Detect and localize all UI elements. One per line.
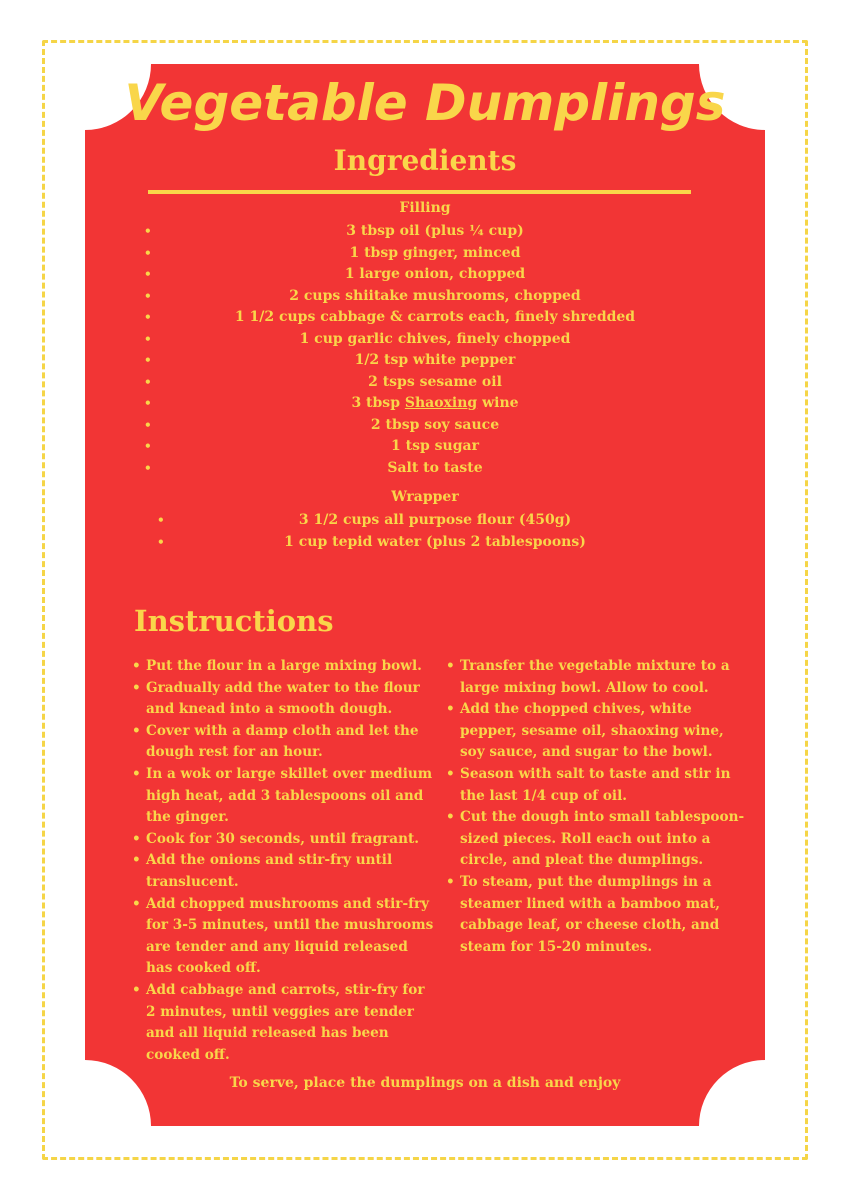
instruction-step: • Cut the dough into small tablespoon-sized pieces. Roll each out into a circle, and pleat the dumplings. xyxy=(446,807,746,872)
bullet-icon: • xyxy=(157,534,165,549)
filling-item: • 1 tbsp ginger, minced xyxy=(85,243,785,265)
bullet-icon: • xyxy=(144,288,152,303)
bullet-icon: • xyxy=(144,460,152,475)
filling-item: • 2 tbsp soy sauce xyxy=(85,415,785,437)
instructions-left-column xyxy=(132,656,437,1066)
instruction-step: • Cook for 30 seconds, until fragrant. xyxy=(132,829,437,851)
wrapper-item: • 3 1/2 cups all purpose flour (450g) xyxy=(85,510,785,532)
bullet-icon: • xyxy=(144,439,152,453)
instruction-step: • Add chopped mushrooms and stir-fry for 3-5 minutes, until the mushrooms are tender and any liquid released has cooked off. xyxy=(132,894,437,980)
bullet-icon: • xyxy=(157,513,165,527)
instruction-step: • Transfer the vegetable mixture to a large mixing bowl. Allow to cool. xyxy=(446,656,746,699)
filling-item: • 1 large onion, chopped xyxy=(85,264,785,286)
bullet-icon: • xyxy=(144,417,152,432)
bullet-icon: • xyxy=(144,396,152,410)
instruction-step: • Cover with a damp cloth and let the dough rest for an hour. xyxy=(132,721,437,764)
bullet-icon: • xyxy=(144,353,152,367)
filling-list xyxy=(85,221,785,479)
filling-item: • 3 tbsp Shaoxing wine xyxy=(85,393,785,415)
wrapper-label: Wrapper xyxy=(391,489,459,505)
filling-label: Filling xyxy=(399,200,451,216)
ingredients-heading: Ingredients xyxy=(333,144,517,177)
recipe-title: Vegetable Dumplings xyxy=(124,74,726,132)
filling-item: • 2 tsps sesame oil xyxy=(85,372,785,394)
bullet-icon: • xyxy=(144,224,152,238)
bullet-icon: • xyxy=(144,267,152,281)
wrapper-list xyxy=(85,510,785,553)
filling-item: • 1 cup garlic chives, finely chopped xyxy=(85,329,785,351)
filling-item: • 1/2 tsp white pepper xyxy=(85,350,785,372)
bullet-icon: • xyxy=(144,331,152,346)
instruction-step: • In a wok or large skillet over medium high heat, add 3 tablespoons oil and the ginger. xyxy=(132,764,437,829)
instruction-step: • Gradually add the water to the flour and knead into a smooth dough. xyxy=(132,678,437,721)
wrapper-item: • 1 cup tepid water (plus 2 tablespoons) xyxy=(85,532,785,554)
filling-item: • 1 tsp sugar xyxy=(85,436,785,458)
shaoxing-link[interactable]: Shaoxing xyxy=(404,395,478,411)
instruction-step: • Add the onions and stir-fry until translucent. xyxy=(132,850,437,893)
filling-item: • 1 1/2 cups cabbage & carrots each, finely shredded xyxy=(85,307,785,329)
bullet-icon: • xyxy=(144,310,152,324)
instructions-right-column xyxy=(446,656,746,958)
bullet-icon: • xyxy=(144,245,152,260)
instruction-step: • To steam, put the dumplings in a steamer lined with a bamboo mat, cabbage leaf, or cheese cloth, and steam for 15-20 minutes. xyxy=(446,872,746,958)
recipe-card xyxy=(85,64,765,1126)
filling-item: • Salt to taste xyxy=(85,458,785,480)
heading-underline xyxy=(148,190,691,194)
instruction-step: • Add cabbage and carrots, stir-fry for 2 minutes, until veggies are tender and all liquid released has been cooked off. xyxy=(132,980,437,1066)
filling-item: • 3 tbsp oil (plus ¼ cup) xyxy=(85,221,785,243)
filling-item: • 2 cups shiitake mushrooms, chopped xyxy=(85,286,785,308)
instructions-heading: Instructions xyxy=(134,604,334,638)
instruction-step: • Add the chopped chives, white pepper, sesame oil, shaoxing wine, soy sauce, and sugar to the bowl. xyxy=(446,699,746,764)
instruction-step: • Put the flour in a large mixing bowl. xyxy=(132,656,437,678)
serving-note: To serve, place the dumplings on a dish and enjoy xyxy=(229,1075,621,1091)
bullet-icon: • xyxy=(144,374,152,389)
instruction-step: • Season with salt to taste and stir in the last 1/4 cup of oil. xyxy=(446,764,746,807)
